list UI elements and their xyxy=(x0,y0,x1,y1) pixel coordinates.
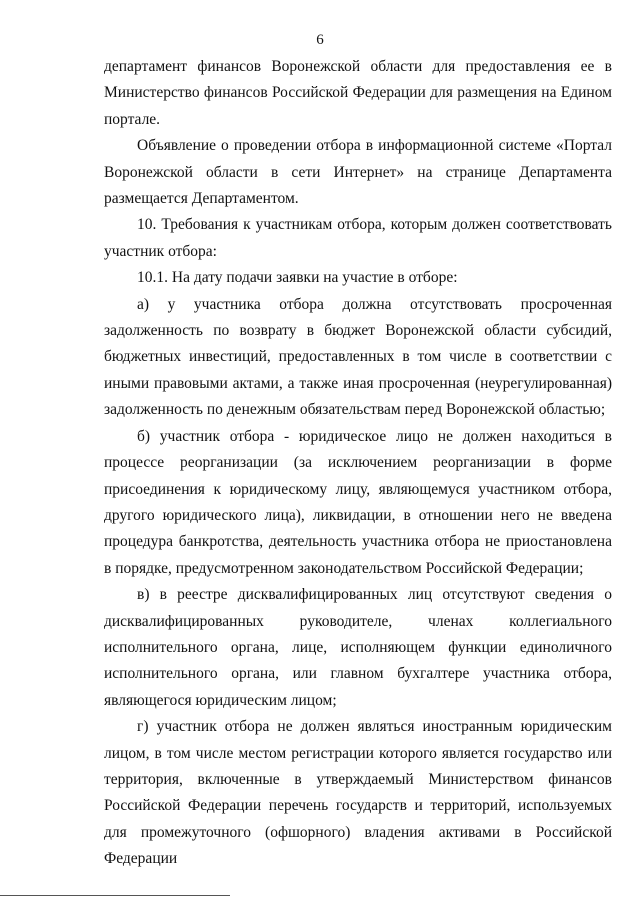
paragraph-item-a: а) у участника отбора должна отсутствовать просроченная задолженность по возврату в бюджет Воронежской области субсидий, бюджетных инвестиций, предоставленных в том числе в соответствии с иными правовыми актами, а также иная просроченная (неурегулированная) задолженность по денежным обязательствам перед Воронежской областью; xyxy=(104,295,612,419)
paragraph-requirements-heading: 10. Требования к участникам отбора, которым должен соответствовать участник отбора: xyxy=(104,216,612,260)
paragraph-item-v: в) в реестре дисквалифицированных лиц отсутствуют сведения о дисквалифицированных руководителе, членах коллегиального исполнительного органа, лице, исполняющем функции единоличного исполнительного органа, или главном бухгалтере участника отбора, являющегося юридическим лицом; xyxy=(104,586,612,709)
paragraph-item-b: б) участник отбора - юридическое лицо не должен находиться в процессе реорганизации (за исключением реорганизации в форме присоединения к юридическому лицу, являющемуся участником отбора, другого юридического лица), ликвидации, в отношении него не введена процедура банкротства, деятельность участника отбора не приостановлена в порядке, предусмотренном законодательством Российской Федерации; xyxy=(104,427,612,577)
footer-rule xyxy=(0,895,230,896)
paragraph-10-1: 10.1. На дату подачи заявки на участие в отборе: xyxy=(137,269,458,287)
document-body xyxy=(104,54,612,873)
paragraph-item-g: г) участник отбора не должен являться иностранным юридическим лицом, в том числе местом регистрации которого является государство или территория, включенные в утверждаемый Министерством финансов Российской Федерации перечень государств и территорий, используемых для промежуточного (офшорного) владения активами в Российской Федерации xyxy=(104,718,612,868)
page-number: 6 xyxy=(316,32,324,48)
paragraph-announcement: Объявление о проведении отбора в информационной системе «Портал Воронежской области в сети Интернет» на странице Департамента размещается Департаментом. xyxy=(104,137,612,208)
paragraph-continuation-portal: департамент финансов Воронежской области для предоставления ее в Министерство финансов Российской Федерации для размещения на Едином портале. xyxy=(104,58,612,128)
